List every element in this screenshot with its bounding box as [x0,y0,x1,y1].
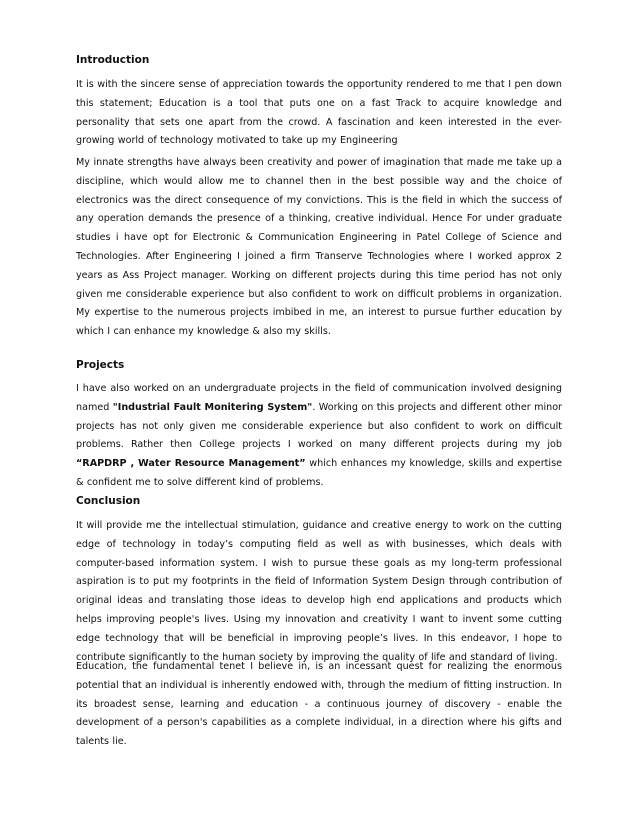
introduction-paragraph: It is with the sincere sense of appreciation towards the opportunity rendered to me that I pen down this statement; Education is a tool that puts one on a fast Track to acquire knowledge and personality that sets one apart from the crowd. A fascination and keen interested in the ever- growing world of technology motivated to take up my Engineering [76,79,562,147]
projects-heading: Projects [76,359,125,371]
education-paragraph: Education, the fundamental tenet I believe in, is an incessant quest for realizing the enormous potential that an individual is inherently endowed with, through the medium of fitting instruction. In its broadest sense, learning and education - a continuous journey of discovery - enable the development of a person's capabilities as a complete individual, in a direction where his gifts and talents lie. [76,661,562,748]
projects-paragraph [76,380,562,493]
introduction-heading: Introduction [76,54,150,66]
conclusion-heading: Conclusion [76,495,141,507]
strengths-paragraph: My innate strengths have always been creativity and power of imagination that made me take up a discipline, which would allow me to channel then in the best possible way and the choice of electronics was the direct consequence of my convictions. This is the field in which the success of any operation demands the presence of a thinking, creative individual. Hence For under graduate studies i have opt for Electronic & Communication Engineering in Patel College of Science and Technologies. After Engineering I joined a firm Transerve Technologies where I worked approx 2 years as Ass Project manager. Working on different projects during this time period has not only given me considerable experience but also confident to work on difficult problems in organization. My expertise to the numerous projects imbibed in me, an interest to pursue further education by which I can enhance my knowledge & also my skills. [76,157,562,338]
project-name-industrial-fault: "Industrial Fault Monitering System" [112,401,313,413]
conclusion-paragraph: It will provide me the intellectual stimulation, guidance and creative energy to work on the cutting edge of technology in today’s computing field as well as with businesses, which deals with computer-based information system. I wish to pursue these goals as my long-term professional aspiration is to put my footprints in the field of Information System Design through contribution of original ideas and translating those ideas to develop high end applications and products which helps improving people's lives. Using my innovation and creativity I want to invent some cutting edge technology that will be beneficial in improving people’s lives. In this endeavor, I hope to contribute significantly to the human society by improving the quality of life and standard of living. [76,520,562,663]
projects-text-1: I have also worked on an undergraduate projects in the field of communication involved designing named [76,383,562,413]
project-name-rapdrp: “RAPDRP , Water Resource Management” [76,458,306,470]
projects-text-2: . Working on this projects and different other minor projects has not only given me considerable experience but also confident to work on difficult problems. Rather then College projects I worked on many different projects during my job [76,401,563,451]
projects-text-3: which enhances my knowledge, skills and expertise & confident me to solve different kind of problems. [76,458,562,488]
